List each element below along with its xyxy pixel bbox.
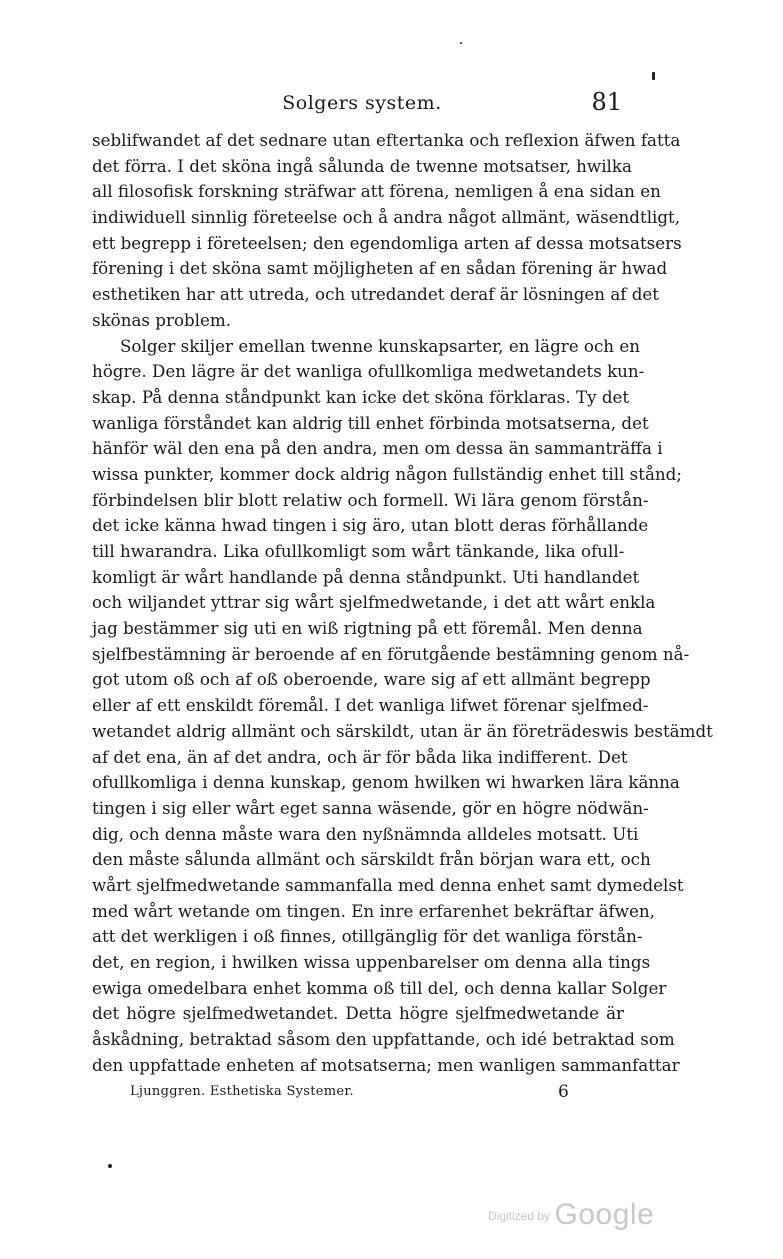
page-number: 81: [591, 88, 622, 116]
text-line: skap. På denna ståndpunkt kan icke det sköna förklaras. Ty det: [92, 386, 630, 407]
text-line: att det werkligen i oß finnes, otillgänglig för det wanliga förstån-: [92, 926, 643, 947]
text-line: indiwiduell sinnlig företeelse och å andra något allmänt, wäsendtligt,: [92, 207, 681, 228]
text-line: got utom oß och af oß oberoende, ware sig af ett allmänt begrepp: [92, 669, 651, 690]
text-line: all filosofisk forskning sträfwar att förena, nemligen å ena sidan en: [92, 181, 661, 202]
text-line: skönas problem.: [92, 309, 232, 330]
ink-speck: [652, 72, 655, 80]
text-line: wetandet aldrig allmänt och särskildt, utan är än företrädeswis bestämdt: [92, 720, 713, 741]
google-logo: Google: [554, 1198, 655, 1231]
text-line: till hwarandra. Lika ofullkomligt som wårt tänkande, lika ofull-: [92, 541, 625, 561]
text-line: högre. Den lägre är det wanliga ofullkomliga medwetandets kun-: [92, 361, 645, 382]
text-line: den uppfattade enheten af motsatserna; men wanligen sammanfattar: [92, 1054, 680, 1075]
text-line: esthetiken har att utreda, och utredandet deraf är lösningen af det: [92, 284, 660, 305]
text-line: det förra. I det sköna ingå sålunda de twenne motsatser, hwilka: [92, 155, 632, 176]
text-line: wårt sjelfmedwetande sammanfalla med denna enhet samt dymedelst: [92, 874, 684, 895]
text-line: åskådning, betraktad såsom den uppfattande, och idé betraktad som: [92, 1029, 675, 1050]
text-line: Solger skiljer emellan twenne kunskapsarter, en lägre och en: [120, 335, 640, 356]
text-line: jag bestämmer sig uti en wiß rigtning på ett föremål. Men denna: [92, 618, 643, 639]
ink-speck: [108, 1164, 112, 1168]
text-line: ett begrepp i företeelsen; den egendomliga arten af dessa motsatsers: [92, 232, 682, 253]
text-line: eller af ett enskildt föremål. I det wanliga lifwet förenar sjelfmed-: [92, 695, 649, 716]
sheet-mark: 6: [558, 1082, 569, 1102]
text-line: det icke känna hwad tingen i sig äro, utan blott deras förhållande: [92, 515, 649, 536]
text-line: sjelfbestämning är beroende af en förutgående bestämning genom nå-: [92, 643, 690, 664]
google-watermark: [488, 1198, 654, 1232]
text-line: af det ena, än af det andra, och är för båda lika indifferent. Det: [92, 746, 628, 767]
text-line: komligt är wårt handlande på denna ståndpunkt. Uti handlandet: [92, 566, 640, 587]
text-line: tingen i sig eller wårt eget sanna wäsende, gör en högre nödwän-: [92, 797, 649, 818]
text-line: förbindelsen blir blott relatiw och formell. Wi lära genom förstån-: [92, 489, 649, 510]
ink-speck: [460, 42, 462, 44]
text-line: den måste sålunda allmänt och särskildt från början wara ett, och: [92, 849, 651, 870]
text-line: ewiga omedelbara enhet komma oß till del, och denna kallar Solger: [92, 977, 667, 998]
text-line: hänför wäl den ena på den andra, men om dessa än sammanträffa i: [92, 438, 663, 459]
text-line: med wårt wetande om tingen. En inre erfarenhet bekräftar äfwen,: [92, 900, 655, 921]
text-line: wanliga förståndet kan aldrig till enhet förbinda motsatserna, det: [92, 412, 649, 433]
text-line: seblifwandet af det sednare utan eftertanka och reflexion äfwen fatta: [92, 130, 681, 150]
running-title: Solgers system.: [282, 92, 442, 114]
page-footer: [130, 1084, 610, 1108]
text-line: det högre sjelfmedwetandet. Detta högre sjelfmedwetande är: [92, 1003, 624, 1024]
text-line: wissa punkter, kommer dock aldrig någon fullständig enhet till stånd;: [92, 463, 682, 484]
page-header: [92, 88, 632, 120]
text-line: ofullkomliga i denna kunskap, genom hwilken wi hwarken lära känna: [92, 772, 680, 793]
body-text: [92, 128, 713, 1078]
watermark-prefix: Digitized by: [488, 1209, 551, 1223]
printer-signature: Ljunggren. Esthetiska Systemer.: [130, 1084, 354, 1099]
text-line: och wiljandet yttrar sig wårt sjelfmedwetande, i det att wårt enkla: [92, 592, 656, 613]
text-line: dig, och denna måste wara den nyßnämnda alldeles motsatt. Uti: [92, 823, 639, 844]
text-line: förening i det sköna samt möjligheten af en sådan förening är hwad: [92, 258, 668, 279]
text-line: det, en region, i hwilken wissa uppenbarelser om denna alla tings: [92, 952, 651, 972]
